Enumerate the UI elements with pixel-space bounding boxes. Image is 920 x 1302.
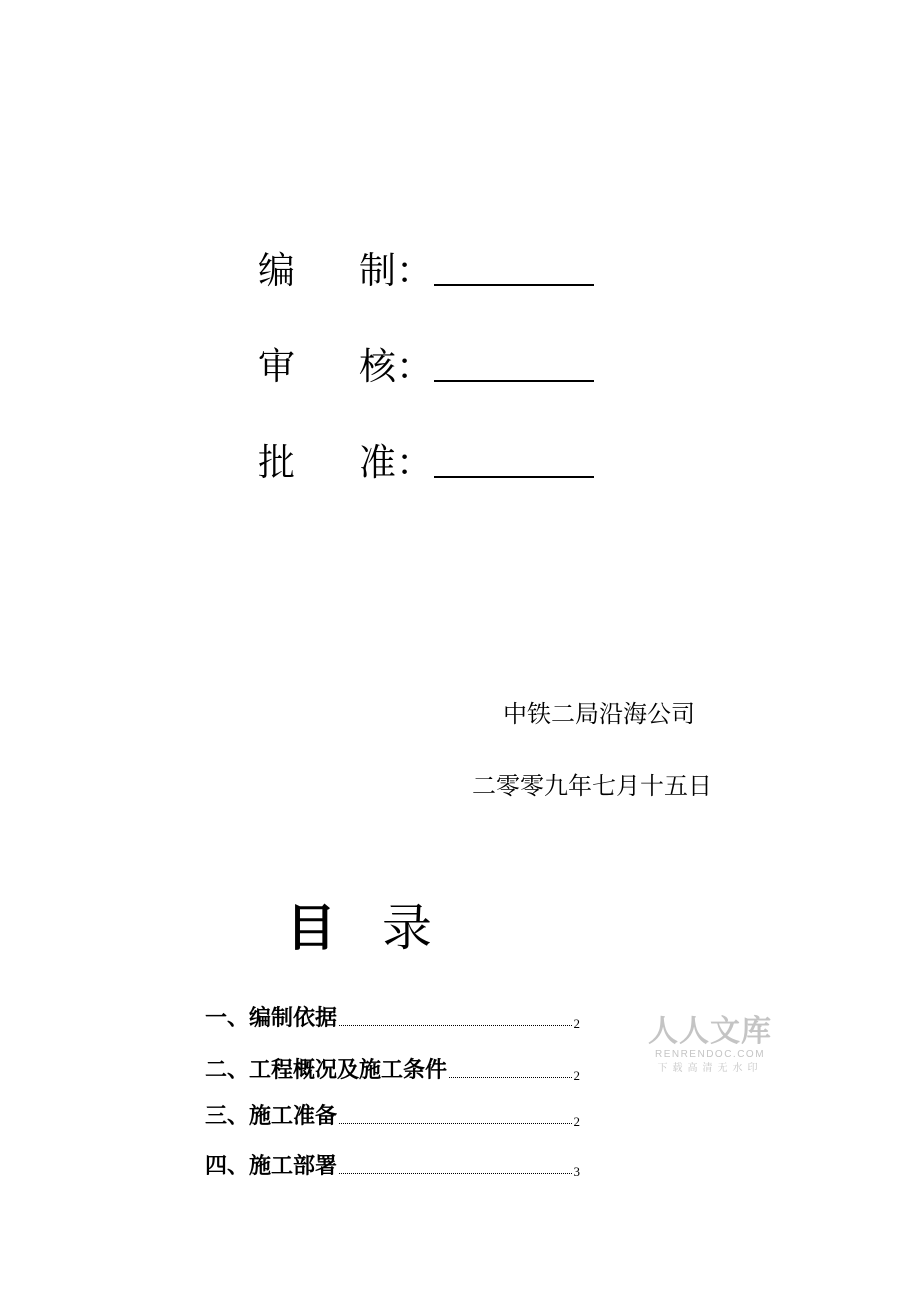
document-date: 二零零九年七月十五日 [472, 772, 712, 800]
signature-label-char: 准 [359, 441, 396, 484]
signature-label-char: 核 [359, 345, 396, 388]
watermark-url: RENRENDOC.COM [654, 1049, 766, 1060]
signature-colon: ： [396, 441, 433, 484]
toc-title-char: 录 [382, 899, 432, 957]
signature-row-compile [258, 246, 594, 292]
toc-item-page: 2 [573, 1068, 580, 1083]
signature-blank-line [434, 380, 594, 382]
signature-label-char: 制 [359, 249, 396, 292]
toc-item[interactable] [205, 1000, 580, 1034]
toc-item-label: 四、施工部署 [205, 1154, 338, 1179]
signature-blank-line [434, 284, 594, 286]
toc-item-page: 3 [573, 1164, 580, 1179]
toc-leader-dots [339, 1173, 571, 1174]
watermark-logo [648, 1016, 772, 1076]
toc-item-label: 二、工程概况及施工条件 [205, 1058, 448, 1083]
toc-item[interactable] [205, 1148, 580, 1182]
signature-row-review [258, 342, 594, 388]
toc-title [286, 896, 432, 960]
signature-blank-line [434, 476, 594, 478]
signature-label-char: 编 [258, 249, 295, 292]
toc-leader-dots [449, 1077, 571, 1078]
signature-row-approve [258, 438, 594, 484]
toc-item-page: 2 [573, 1016, 580, 1031]
toc-item-label: 三、施工准备 [205, 1104, 338, 1129]
signature-colon: ： [396, 345, 433, 388]
toc-leader-dots [339, 1123, 571, 1124]
toc-title-char: 目 [286, 899, 336, 957]
toc-item-label: 一、编制依据 [205, 1006, 338, 1031]
signature-label-char: 批 [258, 441, 295, 484]
toc-item[interactable] [205, 1052, 580, 1086]
organization-name: 中铁二局沿海公司 [503, 700, 695, 728]
watermark-sub-text: 下载高清无水印 [657, 1063, 763, 1074]
watermark-main-text: 人人文库 [648, 1014, 772, 1049]
toc-item[interactable] [205, 1098, 580, 1132]
signature-colon: ： [396, 249, 433, 292]
toc-leader-dots [339, 1025, 571, 1026]
signature-label-char: 审 [258, 345, 295, 388]
toc-item-page: 2 [573, 1114, 580, 1129]
